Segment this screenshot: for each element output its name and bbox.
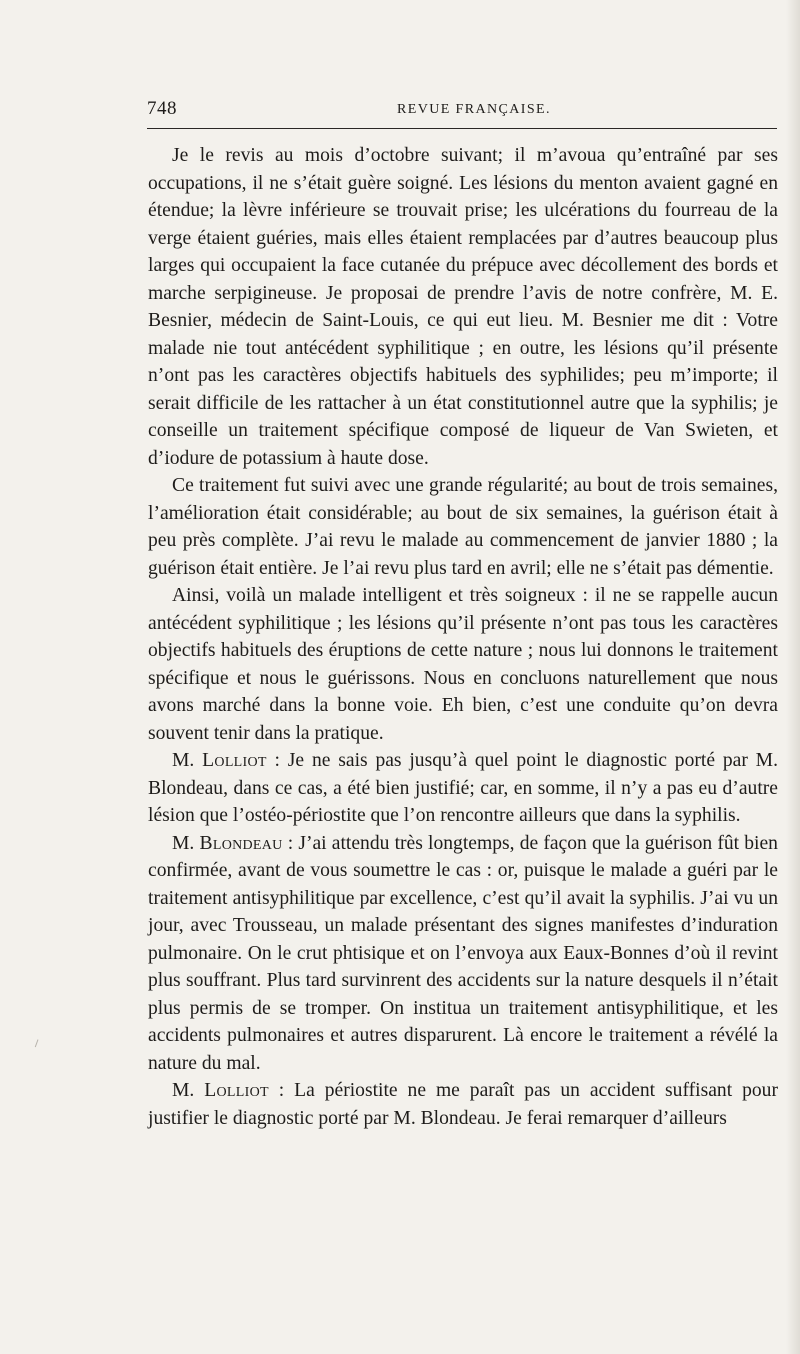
margin-mark [35,1039,42,1048]
page-edge-shadow [786,0,800,1354]
paragraph-5-prefix: M. [172,832,200,854]
header-rule [147,128,777,129]
speaker-name: Blondeau [199,832,283,854]
paragraph-6 [148,1077,778,1132]
paragraph-2-text: Ce traitement fut suivi avec une grande régularité; au bout de trois semaines, l’amélioration était considérable; au bout de six semaines, la guérison était à peu près complète. J’ai revu le malade au commencement de janvier 1880 ; la guérison était entière. Je l’ai revu plus tard en avril; elle ne s’était pas démentie. [148,475,778,579]
paragraph-6-prefix: M. [172,1080,205,1101]
page-header [147,98,787,122]
paragraph-4-text: : Je ne sais pas jusqu’à quel point le diagnostic porté par M. Blondeau, dans ce cas, a été bien justifié; car, en somme, il n’y a pas eu d’autre lésion que l’ostéo-périostite que l’on rencontre ailleurs que dans la syphilis. [148,750,778,826]
paragraph-1 [148,142,778,472]
speaker-name: Lolliot [202,750,267,771]
paragraph-3-text: Ainsi, voilà un malade intelligent et très soigneux : il ne se rappelle aucun antécédent syphilitique ; les lésions qu’il présente n’ont pas tous les caractères objectifs habituels des éruptions de cette nature ; nous lui donnons le traitement spécifique et nous le guérissons. Nous en concluons naturellement que nous avons marché dans la bonne voie. Eh bien, c’est une conduite qu’on devra souvent tenir dans la pratique. [148,585,778,744]
paragraph-4-prefix: M. [172,750,203,771]
paragraph-6-text: : La périostite ne me paraît pas un accident suffisant pour justifier le diagnostic porté par M. Blondeau. Je ferai remarquer d’ailleurs [148,1080,778,1129]
running-title: REVUE FRANÇAISE. [397,102,551,117]
page-number: 748 [147,98,177,119]
paragraph-2 [148,472,778,582]
paragraph-5-text: : J’ai attendu très longtemps, de façon que la guérison fût bien confirmée, avant de vous soumettre le cas : or, puisque le malade a guéri par le traitement antisyphilitique par excellence, c’est qu’il avait la syphilis. J’ai vu un jour, avec Trousseau, un malade présentant des signes manifestes d’induration pulmonaire. On le crut phtisique et on l’envoya aux Eaux-Bonnes d’où il revint plus souffrant. Plus tard survinrent des accidents sur la nature desquels il n’était plus permis de se tromper. On institua un traitement antisyphilitique, et les accidents pulmonaires et autres disparurent. Là encore le traitement a révélé la nature du mal. [148,832,778,1074]
paragraph-1-text: Je le revis au mois d’octobre suivant; il m’avoua qu’entraîné par ses occupations, il ne s’était guère soigné. Les lésions du menton avaient gagné en étendue; la lèvre inférieure se trouvait prise; les ulcérations du fourreau de la verge étaient guéries, mais elles étaient remplacées par d’autres beaucoup plus larges qui occupaient la face cutanée du prépuce avec décollement des bords et marche serpigineuse. Je proposai de prendre l’avis de notre confrère, M. E. Besnier, médecin de Saint-Louis, ce qui eut lieu. M. Besnier me dit : Votre malade nie tout antécédent syphilitique ; en outre, les lésions qu’il présente n’ont pas les caractères objectifs habituels des syphilides; peu m’importe; il serait difficile de les rattacher à un état constitutionnel autre que la syphilis; je conseille un traitement spécifique composé de liqueur de Van Swieten, et d’iodure de potassium à haute dose. [148,145,778,469]
paragraph-3 [148,582,778,747]
body-text [148,142,778,1132]
paragraph-5 [148,830,778,1078]
paragraph-4 [148,747,778,830]
speaker-name: Lolliot [204,1080,269,1101]
